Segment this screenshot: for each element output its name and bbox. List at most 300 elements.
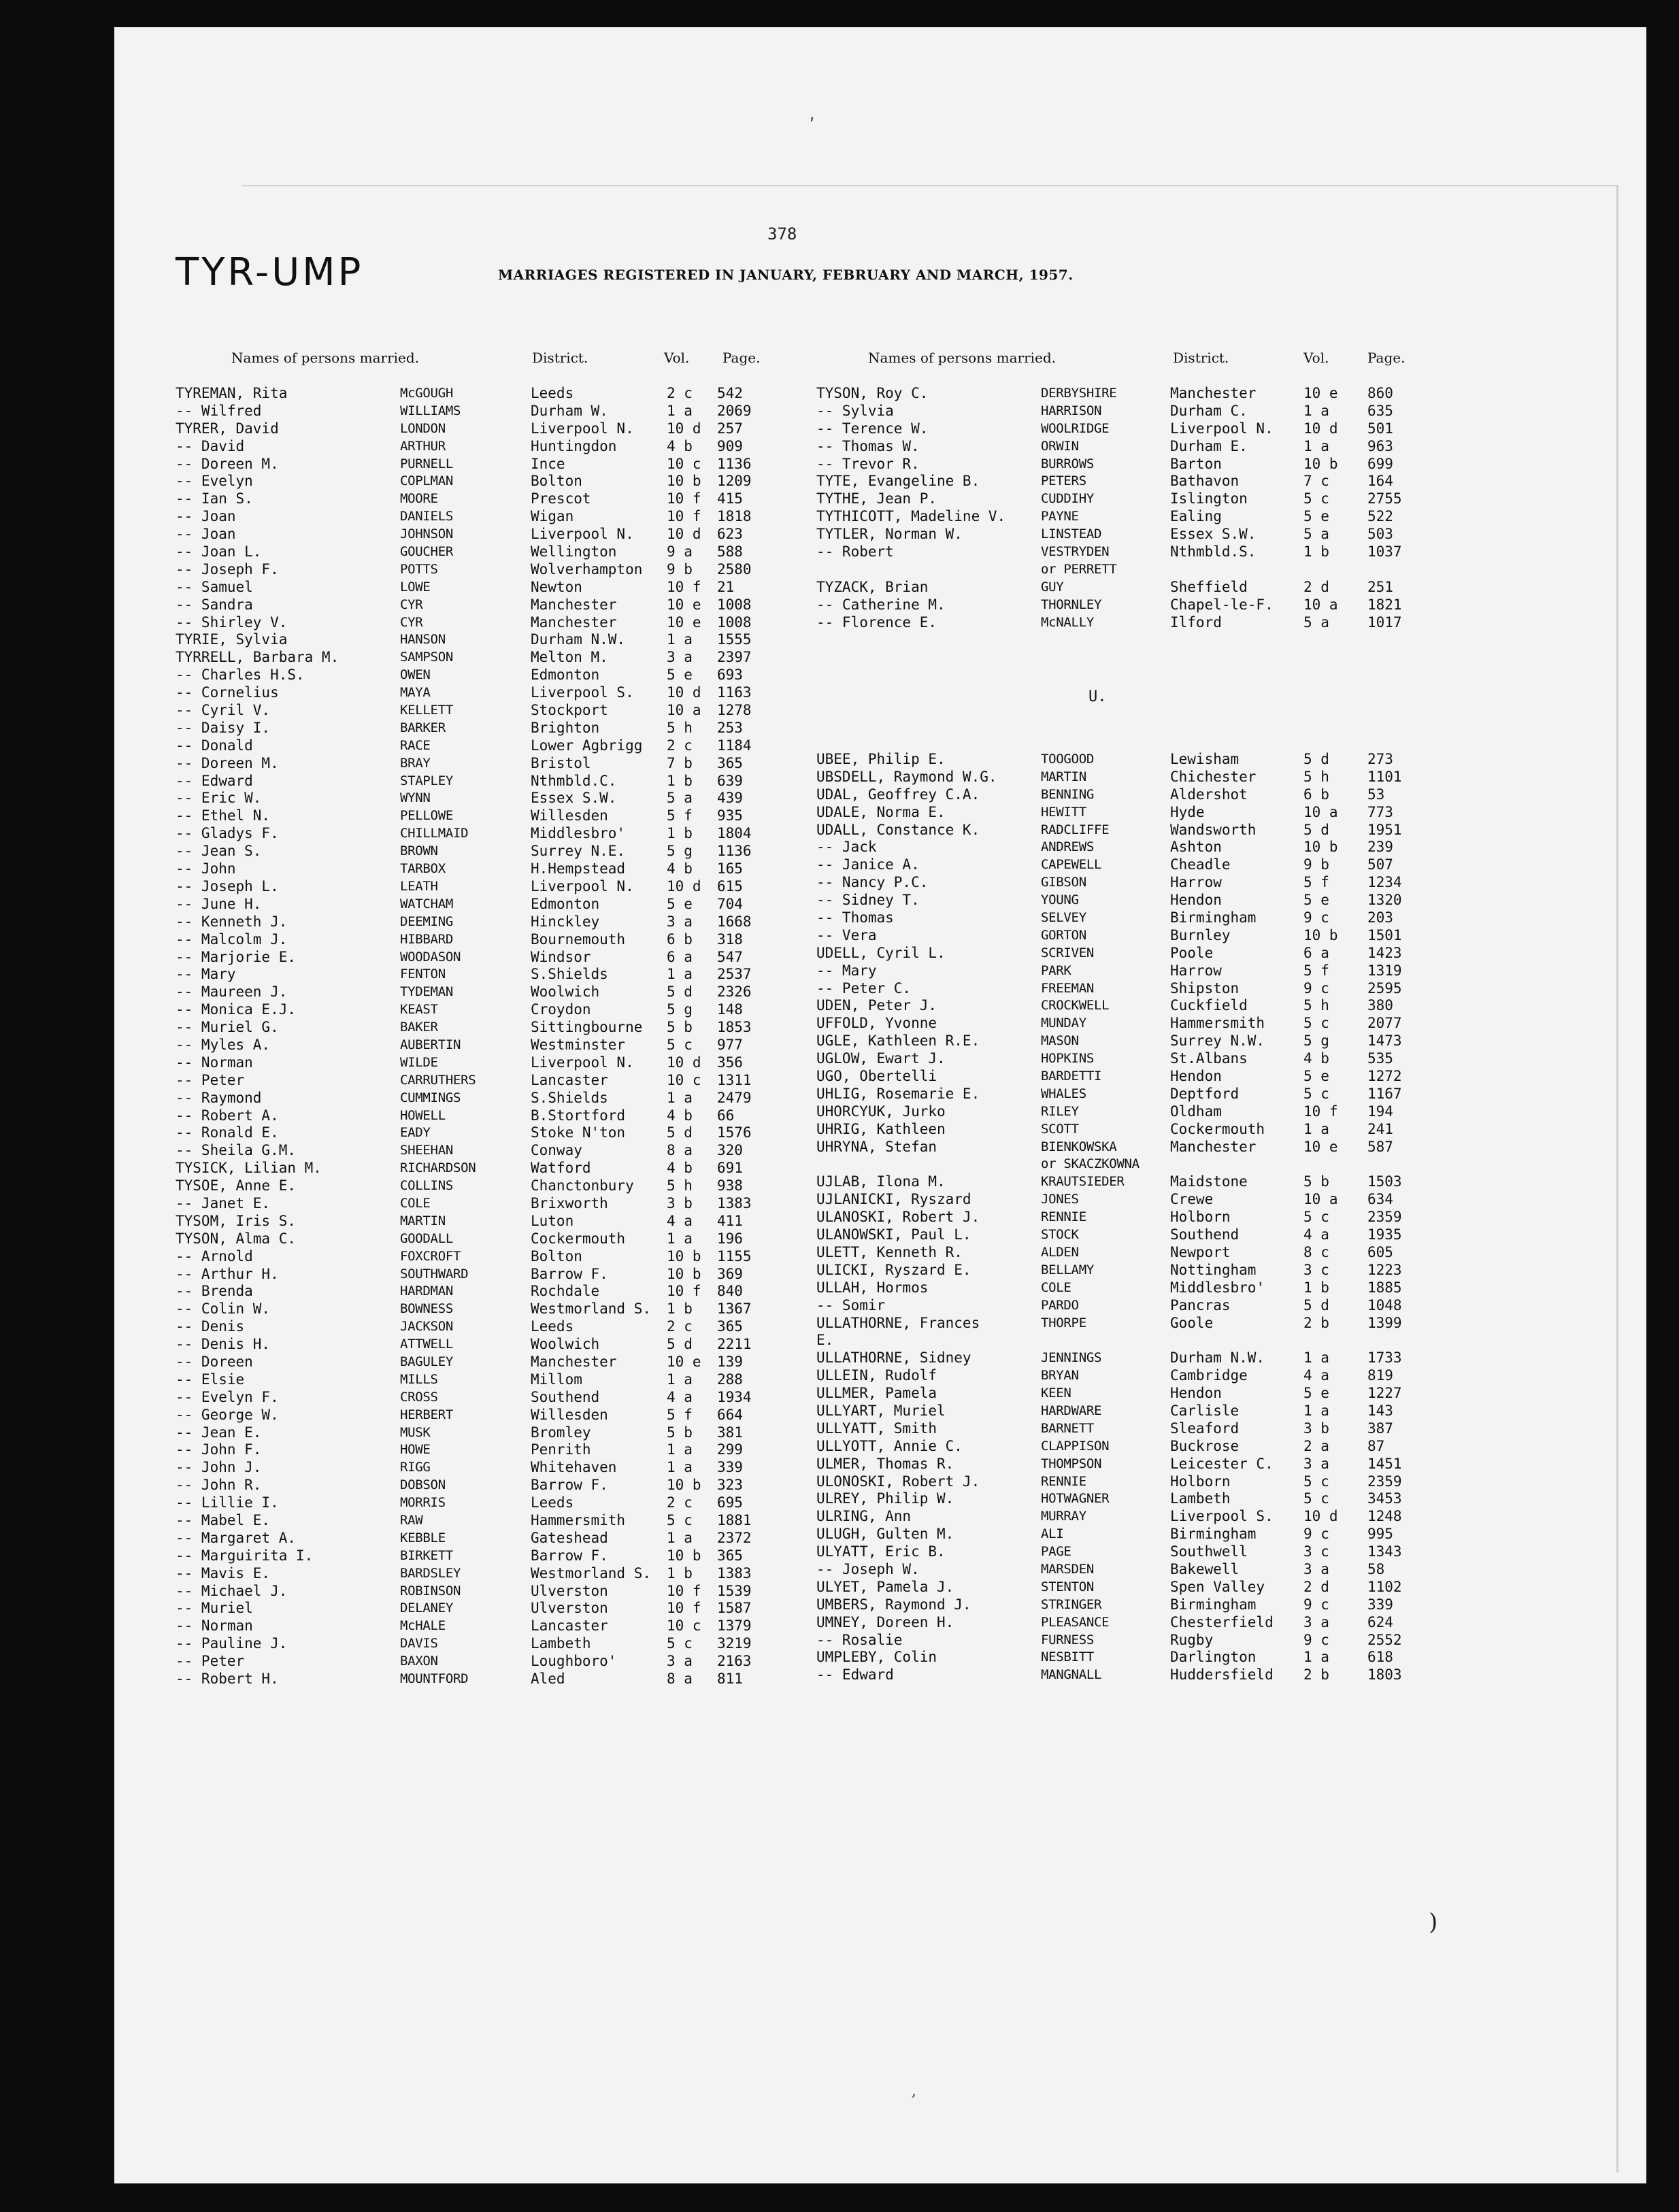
entry-volume: 1 a <box>1303 1120 1329 1137</box>
entry-volume: 1 b <box>667 772 693 789</box>
entry-page: 935 <box>717 807 743 824</box>
entry-spouse-surname: RIGG <box>400 1460 431 1475</box>
entry-district: Lancaster <box>531 1071 608 1088</box>
entry-page: 1473 <box>1367 1033 1402 1050</box>
entry-name: UHLIG, Rosemarie E. <box>816 1085 980 1102</box>
entry-spouse-surname: PURNELL <box>400 456 453 471</box>
entry-name: TYSICK, Lilian M. <box>176 1160 322 1177</box>
entry-volume: 1 a <box>667 1529 693 1546</box>
entry-spouse-surname: CROCKWELL <box>1041 998 1110 1013</box>
entry-spouse-surname: GOODALL <box>400 1230 453 1246</box>
entry-name: ULRING, Ann <box>816 1508 912 1525</box>
entry-spouse-surname: LINSTEAD <box>1041 526 1102 542</box>
entry-name: UHRIG, Kathleen <box>816 1120 946 1137</box>
entry-spouse-surname: SHEEHAN <box>400 1143 453 1158</box>
entry-spouse-surname: BARKER <box>400 720 446 735</box>
entry-volume: 10 b <box>1303 455 1338 472</box>
entry-volume: 5 c <box>667 1635 693 1652</box>
entry-spouse-surname: DELANEY <box>400 1601 453 1616</box>
entry-district: Aled <box>531 1671 565 1688</box>
entry-page: 1343 <box>1367 1543 1402 1560</box>
entry-page: 2580 <box>717 560 752 577</box>
entry-volume: 3 a <box>1303 1455 1329 1472</box>
entry-district: Bolton <box>531 1247 582 1264</box>
entry-volume: 10 a <box>1303 596 1338 613</box>
entry-volume: 3 a <box>1303 1613 1329 1630</box>
entry-volume: 10 b <box>667 1547 701 1564</box>
entry-name: -- Jack <box>816 839 877 856</box>
entry-page: 1037 <box>1367 543 1402 560</box>
entry-spouse-surname: STENTON <box>1041 1579 1094 1594</box>
entry-page: 1379 <box>717 1618 752 1635</box>
entry-volume: 1 a <box>1303 1402 1329 1419</box>
entry-volume: 10 b <box>667 1477 701 1494</box>
entry-district: Liverpool N. <box>531 420 634 437</box>
entry-spouse-surname: SAMPSON <box>400 650 453 665</box>
entry-page: 3453 <box>1367 1490 1402 1507</box>
entry-name: -- Cyril V. <box>176 702 271 719</box>
entry-volume: 9 c <box>1303 1596 1329 1613</box>
entry-district: Whitehaven <box>531 1459 617 1476</box>
entry-volume: 1 a <box>667 1441 693 1458</box>
entry-page: 909 <box>717 437 743 454</box>
entry-district: Islington <box>1170 490 1248 507</box>
entry-volume: 5 h <box>1303 997 1329 1014</box>
entry-spouse-surname: HOWE <box>400 1442 431 1458</box>
entry-page: 339 <box>717 1459 743 1476</box>
entry-page: 2359 <box>1367 1473 1402 1490</box>
entry-volume: 3 a <box>1303 1560 1329 1577</box>
entry-district: Bromley <box>531 1424 591 1441</box>
entry-volume: 7 c <box>1303 473 1329 490</box>
entry-district: Nthmbld.C. <box>531 772 617 789</box>
entry-spouse-surname: CARRUTHERS <box>400 1072 476 1088</box>
entry-spouse-surname: RACE <box>400 737 431 753</box>
entry-volume: 10 b <box>667 1265 701 1282</box>
entry-page: 2552 <box>1367 1631 1402 1648</box>
entry-spouse-surname: CLAPPISON <box>1041 1438 1110 1454</box>
entry-district: St.Albans <box>1170 1050 1248 1067</box>
entry-page: 699 <box>1367 455 1393 472</box>
entry-page: 203 <box>1367 909 1393 926</box>
entry-volume: 3 c <box>1303 1261 1329 1278</box>
entry-page: 1576 <box>717 1124 752 1141</box>
entry-volume: 10 c <box>667 455 701 472</box>
surname-range: TYR-UMP <box>176 250 364 295</box>
entry-volume: 5 f <box>667 807 693 824</box>
entry-volume: 10 d <box>667 1054 701 1071</box>
entry-spouse-surname: BRYAN <box>1041 1368 1079 1384</box>
entry-volume: 2 c <box>667 1494 693 1511</box>
entry-volume: 5 c <box>1303 1209 1329 1226</box>
entry-spouse-surname: THOMPSON <box>1041 1456 1102 1471</box>
entry-spouse-surname: HARDMAN <box>400 1284 453 1299</box>
entry-page: 2163 <box>717 1653 752 1670</box>
entry-page: 241 <box>1367 1120 1393 1137</box>
entry-spouse-surname: LONDON <box>400 420 446 436</box>
entry-spouse-surname: RENNIE <box>1041 1473 1086 1489</box>
entry-volume: 5 d <box>667 984 693 1001</box>
entry-volume: 5 a <box>667 790 693 807</box>
entry-page: 1102 <box>1367 1578 1402 1595</box>
entry-name: TYREMAN, Rita <box>176 385 288 401</box>
entry-district: Barrow F. <box>531 1547 608 1564</box>
entry-page: 635 <box>1367 402 1393 419</box>
entry-district: S.Shields <box>531 966 608 983</box>
entry-spouse-surname: SOUTHWARD <box>400 1266 469 1281</box>
entry-volume: 3 a <box>667 649 693 666</box>
entry-page: 1733 <box>1367 1350 1402 1367</box>
entry-page: 1008 <box>717 614 752 631</box>
entry-district: Chapel-le-F. <box>1170 596 1274 613</box>
entry-district: Woolwich <box>531 984 600 1001</box>
entry-spouse-surname: GORTON <box>1041 927 1086 943</box>
entry-name: -- John F. <box>176 1441 262 1458</box>
entry-spouse-surname: FOXCROFT <box>400 1248 461 1264</box>
entry-name: -- Mabel E. <box>176 1512 271 1528</box>
entry-page: 1209 <box>717 473 752 490</box>
entry-spouse-surname: MILLS <box>400 1371 438 1387</box>
entry-name: -- Doreen M. <box>176 754 279 771</box>
entry-district: Newton <box>531 578 582 595</box>
entry-district: Carlisle <box>1170 1402 1240 1419</box>
entry-spouse-surname: BROWN <box>400 843 438 859</box>
entry-spouse-surname: ROBINSON <box>400 1583 461 1598</box>
entry-district: Hendon <box>1170 1385 1222 1402</box>
entry-volume: 5 e <box>667 667 693 684</box>
entry-spouse-surname: KELLETT <box>400 703 453 718</box>
entry-volume: 3 c <box>1303 1543 1329 1560</box>
entry-spouse-surname: BELLAMY <box>1041 1262 1094 1277</box>
entry-page: 1503 <box>1367 1173 1402 1190</box>
entry-district: B.Stortford <box>531 1107 626 1124</box>
entry-name: -- Joan <box>176 508 236 525</box>
entry-volume: 2 d <box>1303 1578 1329 1595</box>
entry-spouse-surname: BARDETTI <box>1041 1069 1102 1084</box>
entry-district: Bolton <box>531 473 582 490</box>
entry-district: Hendon <box>1170 1068 1222 1085</box>
header-district-right: District. <box>1173 350 1229 366</box>
entry-volume: 2 a <box>1303 1437 1329 1454</box>
entry-page: 1935 <box>1367 1226 1402 1243</box>
entry-spouse-surname: THORPE <box>1041 1315 1086 1330</box>
entry-district: Leicester C. <box>1170 1455 1274 1472</box>
entry-name: UJLANICKI, Ryszard <box>816 1191 971 1208</box>
entry-spouse-surname: WHALES <box>1041 1086 1086 1101</box>
entry-name: -- Colin W. <box>176 1301 271 1318</box>
entry-page: 165 <box>717 860 743 877</box>
entry-page: 1101 <box>1367 768 1402 785</box>
entry-spouse-surname: McGOUGH <box>400 386 453 401</box>
entry-district: Middlesbro' <box>531 825 626 842</box>
entry-page: 1383 <box>717 1564 752 1581</box>
entry-name: -- Doreen <box>176 1353 253 1370</box>
entry-page: 1818 <box>717 508 752 525</box>
entry-name: -- Vera <box>816 926 877 943</box>
entry-spouse-surname: ARTHUR <box>400 438 446 454</box>
entry-page: 1367 <box>717 1301 752 1318</box>
entry-spouse-surname: JACKSON <box>400 1319 453 1335</box>
entry-page: 1248 <box>1367 1508 1402 1525</box>
entry-district: Barrow F. <box>531 1477 608 1494</box>
entry-name: -- Shirley V. <box>176 614 288 631</box>
entry-name: ULYET, Pamela J. <box>816 1578 954 1595</box>
entry-volume: 10 d <box>1303 1508 1338 1525</box>
entry-volume: 9 a <box>667 543 693 560</box>
entry-name: -- Joan <box>176 526 236 543</box>
entry-page: 318 <box>717 931 743 948</box>
entry-page: 691 <box>717 1160 743 1177</box>
entry-spouse-surname: GUY <box>1041 579 1064 594</box>
entry-spouse-surname: KRAUTSIEDER <box>1041 1174 1125 1190</box>
entry-name: UHORCYUK, Jurko <box>816 1103 946 1120</box>
entry-spouse-surname: GIBSON <box>1041 875 1086 890</box>
entry-page: 439 <box>717 790 743 807</box>
entry-district: Liverpool S. <box>1170 1508 1274 1525</box>
entry-name: -- Norman <box>176 1618 253 1635</box>
entry-name: -- Muriel G. <box>176 1019 279 1036</box>
entry-page: 253 <box>717 719 743 736</box>
entry-name: -- Mary <box>176 966 236 983</box>
entry-district: Newport <box>1170 1243 1231 1260</box>
entry-name: -- Mary <box>816 962 877 979</box>
entry-name: -- Evelyn <box>176 473 253 490</box>
entry-district: Birmingham <box>1170 1596 1257 1613</box>
header-vol-left: Vol. <box>664 350 690 366</box>
entry-volume: 10 b <box>1303 926 1338 943</box>
entry-volume: 8 a <box>667 1671 693 1688</box>
entry-page: 2537 <box>717 966 752 983</box>
entry-spouse-surname: TYDEMAN <box>400 984 453 1000</box>
entry-district: Durham W. <box>531 402 608 419</box>
entry-district: Edmonton <box>531 667 600 684</box>
entry-spouse-surname: MARTIN <box>1041 769 1086 784</box>
entry-district: Oldham <box>1170 1103 1222 1120</box>
entry-district: Rochdale <box>531 1283 600 1300</box>
entry-page: 1934 <box>717 1388 752 1405</box>
entry-page: 288 <box>717 1371 743 1388</box>
entry-name: TYTLER, Norman W. <box>816 526 963 543</box>
entry-spouse-surname: BIRKETT <box>400 1547 453 1563</box>
entry-district: Westmorland S. <box>531 1301 652 1318</box>
entry-volume: 5 c <box>1303 490 1329 507</box>
entry-page: 1320 <box>1367 892 1402 909</box>
entry-page: 615 <box>717 877 743 894</box>
entry-spouse-surname: HIBBARD <box>400 931 453 947</box>
entry-volume: 1 b <box>1303 543 1329 560</box>
entry-volume: 1 a <box>1303 402 1329 419</box>
entry-page: 2397 <box>717 649 752 666</box>
entry-volume: 5 b <box>1303 1173 1329 1190</box>
entry-volume: 10 e <box>667 1353 701 1370</box>
entry-page: 369 <box>717 1265 743 1282</box>
entry-page: 257 <box>717 420 743 437</box>
entry-name: -- Joseph L. <box>176 877 279 894</box>
entry-name: ULLATHORNE, Frances <box>816 1314 980 1331</box>
entry-district: Middlesbro' <box>1170 1279 1265 1296</box>
header-page-right: Page. <box>1367 350 1406 366</box>
entry-volume: 10 f <box>667 578 701 595</box>
entry-name: -- Myles A. <box>176 1036 271 1053</box>
page-title: MARRIAGES REGISTERED IN JANUARY, FEBRUARY AND MARCH, 1957. <box>498 267 1074 283</box>
entry-volume: 5 e <box>1303 1385 1329 1402</box>
entry-district: Lower Agbrigg <box>531 737 643 754</box>
entry-spouse-surname: BAXON <box>400 1654 438 1669</box>
entry-page: 503 <box>1367 526 1393 543</box>
entry-district: Surrey N.W. <box>1170 1033 1265 1050</box>
entry-page: 1184 <box>717 737 752 754</box>
entry-district: Wellington <box>531 543 617 560</box>
entry-page: 1451 <box>1367 1455 1402 1472</box>
entry-volume: 7 b <box>667 754 693 771</box>
entry-district: Rugby <box>1170 1631 1214 1648</box>
entry-name: TYSON, Roy C. <box>816 385 929 401</box>
entry-spouse-surname: LEATH <box>400 878 438 894</box>
entry-page: 624 <box>1367 1613 1393 1630</box>
entry-district: Ulverston <box>531 1600 608 1617</box>
entry-volume: 8 a <box>667 1142 693 1159</box>
entry-page: 1881 <box>717 1512 752 1528</box>
entry-page: 2326 <box>717 984 752 1001</box>
entry-page: 1951 <box>1367 821 1402 838</box>
entry-page: 53 <box>1367 786 1385 803</box>
entry-page: 339 <box>1367 1596 1393 1613</box>
entry-spouse-surname: COLE <box>1041 1279 1071 1295</box>
entry-district: Manchester <box>531 1353 617 1370</box>
entry-district: Bournemouth <box>531 931 626 948</box>
entry-district: Durham E. <box>1170 437 1248 454</box>
entry-page: 1278 <box>717 702 752 719</box>
entry-name: TYTHE, Jean P. <box>816 490 937 507</box>
entry-page: 995 <box>1367 1526 1393 1543</box>
entry-name: ULLYATT, Smith <box>816 1420 937 1437</box>
entry-volume: 4 a <box>1303 1367 1329 1384</box>
entry-page: 1163 <box>717 684 752 701</box>
header-page-left: Page. <box>722 350 761 366</box>
entry-spouse-surname: BENNING <box>1041 786 1094 802</box>
entry-name: UGO, Obertelli <box>816 1068 937 1085</box>
entry-page: 1399 <box>1367 1314 1402 1331</box>
entry-district: Willesden <box>531 807 608 824</box>
entry-page: 356 <box>717 1054 743 1071</box>
entry-page: 623 <box>717 526 743 543</box>
entry-page: 542 <box>717 385 743 401</box>
entry-page: 1319 <box>1367 962 1402 979</box>
entry-name: ULUGH, Gulten M. <box>816 1526 954 1543</box>
section-heading-u: U. <box>1088 688 1107 705</box>
entry-district: Cambridge <box>1170 1367 1248 1384</box>
entry-district: Wigan <box>531 508 574 525</box>
entry-district: Willesden <box>531 1406 608 1423</box>
entry-name: UDALL, Constance K. <box>816 821 980 838</box>
entry-spouse-surname: JENNINGS <box>1041 1350 1102 1366</box>
entry-spouse-surname: SELVEY <box>1041 910 1086 926</box>
entry-volume: 5 c <box>1303 1015 1329 1032</box>
entry-district: Southwell <box>1170 1543 1248 1560</box>
entry-volume: 5 e <box>1303 508 1329 525</box>
entry-spouse-surname: ALI <box>1041 1526 1064 1542</box>
entry-spouse-surname: VESTRYDEN <box>1041 544 1110 560</box>
entry-spouse-surname: STOCK <box>1041 1227 1079 1243</box>
entry-volume: 10 f <box>667 508 701 525</box>
entry-volume: 10 d <box>667 877 701 894</box>
entry-volume: 2 c <box>667 1318 693 1335</box>
entry-volume: 10 f <box>667 1582 701 1599</box>
entry-spouse-surname: ORWIN <box>1041 438 1079 454</box>
entry-volume: 1 a <box>1303 1350 1329 1367</box>
entry-spouse-surname: DOBSON <box>400 1477 446 1493</box>
entry-spouse-surname: McNALLY <box>1041 614 1094 630</box>
entry-volume: 1 a <box>667 631 693 648</box>
entry-spouse-surname: KEBBLE <box>400 1530 446 1545</box>
entry-page: 239 <box>1367 839 1393 856</box>
entry-volume: 10 a <box>1303 1191 1338 1208</box>
entry-page: 587 <box>1367 1138 1393 1155</box>
header-names-left: Names of persons married. <box>231 350 420 366</box>
entry-spouse-surname: THORNLEY <box>1041 597 1102 612</box>
entry-name: -- Ronald E. <box>176 1124 279 1141</box>
entry-page: 695 <box>717 1494 743 1511</box>
entry-page: 1227 <box>1367 1385 1402 1402</box>
entry-page: 1821 <box>1367 596 1402 613</box>
entry-district: Buckrose <box>1170 1437 1240 1454</box>
entry-page: 1853 <box>717 1019 752 1036</box>
entry-volume: 1 a <box>1303 1649 1329 1666</box>
entry-name: ULETT, Kenneth R. <box>816 1243 963 1260</box>
entry-page: 1383 <box>717 1194 752 1211</box>
entry-volume: 9 c <box>1303 1526 1329 1543</box>
entry-spouse-surname: BRAY <box>400 755 431 771</box>
entry-name: UDEN, Peter J. <box>816 997 937 1014</box>
entry-name: -- George W. <box>176 1406 279 1423</box>
entry-name: UFFOLD, Yvonne <box>816 1015 937 1032</box>
entry-name: -- Nancy P.C. <box>816 874 929 891</box>
entry-district: Prescot <box>531 490 591 507</box>
entry-spouse-surname: HOWELL <box>400 1107 446 1123</box>
entry-district: Ilford <box>1170 614 1222 631</box>
entry-spouse-surname: MUSK <box>400 1424 431 1440</box>
entry-spouse-surname: KEEN <box>1041 1386 1071 1401</box>
entry-spouse-surname: CYR <box>400 597 423 612</box>
entry-volume: 1 b <box>667 1301 693 1318</box>
entry-page: 1234 <box>1367 874 1402 891</box>
entry-name: -- Muriel <box>176 1600 253 1617</box>
entry-district: Edmonton <box>531 895 600 912</box>
entry-district: Holborn <box>1170 1209 1231 1226</box>
entry-spouse-surname: CHILLMAID <box>400 826 469 841</box>
entry-page: 3219 <box>717 1635 752 1652</box>
entry-page: 547 <box>717 948 743 965</box>
entry-district: Lancaster <box>531 1618 608 1635</box>
entry-name: -- Doreen M. <box>176 455 279 472</box>
entry-name: -- Malcolm J. <box>176 931 288 948</box>
entry-page: 66 <box>717 1107 735 1124</box>
entry-volume: 6 a <box>667 948 693 965</box>
entry-name: ULLMER, Pamela <box>816 1385 937 1402</box>
entry-spouse-surname: HARDWARE <box>1041 1403 1102 1418</box>
entry-spouse-surname: DAVIS <box>400 1636 438 1652</box>
entry-district: Woolwich <box>531 1336 600 1353</box>
entry-district: Wandsworth <box>1170 821 1257 838</box>
entry-volume: 6 b <box>1303 786 1329 803</box>
entry-page: 1668 <box>717 913 752 930</box>
entry-district: Millom <box>531 1371 582 1388</box>
entry-volume: 1 a <box>667 1459 693 1476</box>
entry-spouse-surname: LOWE <box>400 579 431 594</box>
entry-name: -- Janet E. <box>176 1194 271 1211</box>
entry-spouse-surname: CUDDIHY <box>1041 491 1094 507</box>
entry-name: TYRRELL, Barbara M. <box>176 649 339 666</box>
